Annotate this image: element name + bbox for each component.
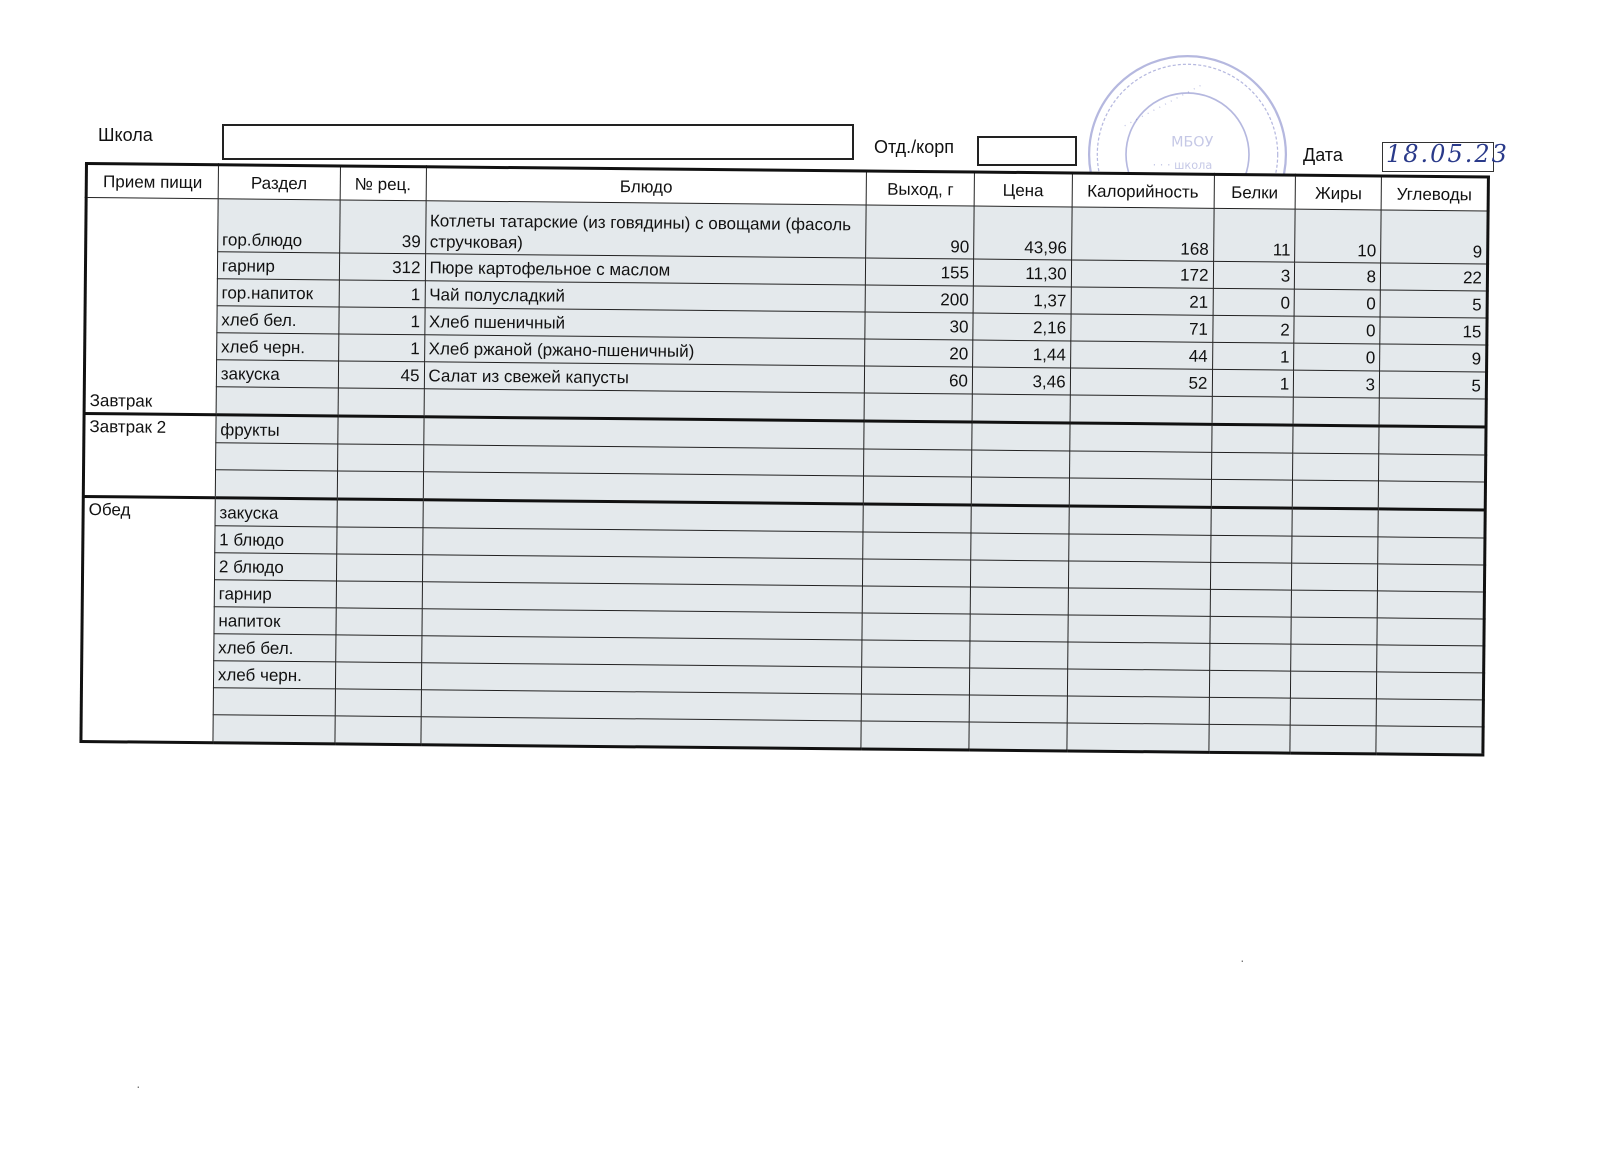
protein-cell — [1208, 724, 1290, 753]
weight-cell — [861, 694, 969, 722]
carbs-cell: 22 — [1380, 263, 1487, 291]
section-cell: гор.напиток — [217, 279, 339, 307]
dish-cell — [423, 417, 864, 449]
recipe-cell — [337, 471, 423, 500]
recipe-cell: 1 — [338, 334, 424, 362]
carbs-cell — [1377, 645, 1484, 673]
col-header: Белки — [1214, 174, 1296, 209]
svg-text:· · · · · · · · · · · · · ·: · · · · · · · · · · · · · · — [1121, 80, 1205, 133]
recipe-cell — [335, 689, 421, 717]
price-cell: 11,30 — [973, 259, 1071, 287]
recipe-cell: 1 — [339, 280, 425, 308]
price-cell: 1,37 — [973, 286, 1071, 314]
section-cell: хлеб черн. — [213, 661, 335, 689]
weight-cell — [862, 667, 970, 695]
weight-cell — [862, 613, 970, 641]
fat-cell: 0 — [1294, 343, 1380, 371]
carbs-cell — [1378, 564, 1485, 592]
carbs-cell — [1379, 426, 1486, 455]
col-header: Углеводы — [1381, 176, 1488, 211]
fat-cell: 10 — [1295, 209, 1381, 263]
weight-cell — [861, 721, 969, 750]
meal-name-cell: Обед — [81, 496, 215, 742]
fat-cell: 3 — [1294, 370, 1380, 398]
protein-cell — [1211, 452, 1293, 480]
weight-cell — [863, 532, 971, 560]
section-cell: хлеб черн. — [216, 333, 338, 361]
fat-cell — [1291, 590, 1377, 618]
carbs-cell: 9 — [1381, 210, 1488, 264]
section-cell: закуска — [215, 498, 337, 527]
recipe-cell: 312 — [339, 253, 425, 281]
carbs-cell — [1379, 398, 1486, 427]
fat-cell: 0 — [1294, 289, 1380, 317]
price-cell — [969, 722, 1067, 751]
fat-cell: 0 — [1294, 316, 1380, 344]
weight-cell: 200 — [865, 285, 973, 313]
recipe-cell — [337, 444, 423, 472]
price-cell — [970, 587, 1068, 615]
menu-table — [79, 162, 1490, 756]
meal-name-cell: Завтрак — [84, 198, 218, 415]
carbs-cell — [1376, 726, 1483, 755]
protein-cell — [1211, 424, 1293, 453]
col-header: Цена — [974, 172, 1072, 207]
dish-cell: Чай полусладкий — [425, 281, 866, 312]
protein-cell — [1211, 479, 1293, 508]
weight-cell — [864, 421, 972, 450]
carbs-cell: 9 — [1380, 344, 1487, 372]
recipe-cell: 1 — [339, 307, 425, 335]
weight-cell: 155 — [866, 258, 974, 286]
protein-cell — [1210, 589, 1292, 617]
dish-cell — [421, 663, 862, 694]
dept-label: Отд./корп — [874, 137, 954, 157]
col-header: Блюдо — [426, 167, 867, 205]
svg-text:· · · школа: · · · школа — [1152, 158, 1213, 172]
dish-cell — [421, 636, 862, 667]
price-cell — [971, 505, 1069, 534]
protein-cell — [1210, 507, 1292, 536]
fat-cell — [1292, 508, 1378, 537]
col-header: № рец. — [340, 166, 426, 201]
section-cell — [215, 443, 337, 471]
protein-cell — [1212, 396, 1294, 425]
dish-cell: Хлеб ржаной (ржано-пшеничный) — [424, 335, 865, 366]
kcal-cell: 71 — [1070, 314, 1212, 342]
weight-cell — [864, 393, 972, 422]
weight-cell — [863, 504, 971, 533]
carbs-cell: 5 — [1379, 371, 1486, 399]
scan-mark: · — [136, 1078, 141, 1094]
col-header: Прием пищи — [86, 164, 218, 199]
fat-cell — [1290, 698, 1376, 726]
price-cell — [972, 450, 1070, 478]
carbs-cell — [1378, 481, 1485, 510]
section-cell: 1 блюдо — [215, 526, 337, 554]
weight-cell: 30 — [865, 312, 973, 340]
kcal-cell — [1067, 723, 1209, 752]
recipe-cell — [336, 554, 422, 582]
fat-cell — [1292, 563, 1378, 591]
dish-cell: Хлеб пшеничный — [424, 308, 865, 339]
fat-cell — [1293, 425, 1379, 454]
section-cell — [213, 715, 335, 744]
recipe-cell: 45 — [338, 361, 424, 389]
table-body — [81, 198, 1488, 755]
price-cell: 3,46 — [972, 367, 1070, 395]
meal-name-cell: Завтрак 2 — [83, 414, 216, 498]
weight-cell — [864, 476, 972, 505]
dish-cell — [422, 582, 863, 613]
protein-cell — [1209, 697, 1291, 725]
section-cell: гарнир — [217, 252, 339, 280]
dish-cell — [421, 690, 862, 721]
recipe-cell: 39 — [339, 200, 425, 254]
protein-cell — [1209, 670, 1291, 698]
fat-cell — [1291, 671, 1377, 699]
kcal-cell — [1067, 696, 1209, 724]
kcal-cell — [1070, 395, 1212, 424]
section-cell: хлеб бел. — [217, 306, 339, 334]
kcal-cell — [1068, 615, 1210, 643]
section-cell: гарнир — [214, 580, 336, 608]
kcal-cell — [1069, 506, 1211, 535]
date-label: Дата — [1303, 145, 1343, 165]
dish-cell: Пюре картофельное с маслом — [425, 254, 866, 285]
kcal-cell: 52 — [1070, 368, 1212, 396]
recipe-cell — [335, 635, 421, 663]
price-cell — [969, 695, 1067, 723]
section-cell: хлеб бел. — [214, 634, 336, 662]
price-cell: 43,96 — [974, 206, 1072, 260]
kcal-cell — [1069, 451, 1211, 479]
price-cell — [970, 560, 1068, 588]
price-cell — [969, 668, 1067, 696]
recipe-cell — [336, 527, 422, 555]
section-cell: закуска — [216, 360, 338, 388]
carbs-cell: 15 — [1380, 317, 1487, 345]
fat-cell — [1292, 536, 1378, 564]
protein-cell: 0 — [1213, 288, 1295, 316]
kcal-cell — [1068, 561, 1210, 589]
col-header: Раздел — [218, 165, 340, 200]
school-label: Школа — [98, 125, 153, 145]
price-cell — [970, 641, 1068, 669]
recipe-cell — [335, 662, 421, 690]
kcal-cell — [1067, 642, 1209, 670]
protein-cell: 11 — [1213, 208, 1295, 262]
weight-cell: 60 — [865, 366, 973, 394]
carbs-cell — [1378, 509, 1485, 538]
carbs-cell — [1378, 537, 1485, 565]
section-cell: фрукты — [216, 415, 338, 444]
date-value[interactable]: 18.05.23 — [1386, 140, 1509, 168]
weight-cell — [863, 559, 971, 587]
price-cell — [971, 533, 1069, 561]
kcal-cell: 44 — [1070, 341, 1212, 369]
carbs-cell — [1377, 591, 1484, 619]
dish-cell — [423, 445, 864, 476]
weight-cell: 90 — [866, 205, 974, 259]
price-cell: 2,16 — [973, 313, 1071, 341]
col-header: Выход, г — [866, 171, 974, 206]
dish-cell — [422, 555, 863, 586]
weight-cell — [862, 586, 970, 614]
price-cell: 1,44 — [973, 340, 1071, 368]
dish-cell — [421, 609, 862, 640]
kcal-cell — [1069, 478, 1211, 507]
recipe-cell — [338, 388, 424, 417]
dish-cell — [423, 472, 864, 504]
protein-cell: 1 — [1212, 369, 1294, 397]
dish-cell: Котлеты татарские (из говядины) с овощами (фасоль стручковая) — [425, 201, 866, 258]
section-cell: гор.блюдо — [217, 199, 339, 253]
carbs-cell: 5 — [1380, 290, 1487, 318]
fat-cell — [1293, 397, 1379, 426]
fat-cell — [1291, 644, 1377, 672]
recipe-cell — [337, 499, 423, 528]
recipe-cell — [336, 581, 422, 609]
carbs-cell — [1376, 672, 1483, 700]
section-cell: 2 блюдо — [214, 553, 336, 581]
fat-cell — [1293, 453, 1379, 481]
weight-cell — [862, 640, 970, 668]
protein-cell — [1209, 616, 1291, 644]
fat-cell — [1293, 480, 1379, 509]
protein-cell — [1210, 562, 1292, 590]
kcal-cell: 168 — [1071, 207, 1213, 261]
price-cell — [972, 422, 1070, 451]
fat-cell — [1290, 725, 1376, 754]
price-cell — [972, 394, 1070, 423]
recipe-cell — [337, 416, 423, 445]
protein-cell: 1 — [1212, 342, 1294, 370]
dept-field[interactable] — [977, 136, 1077, 166]
dish-cell — [422, 528, 863, 559]
dish-cell — [420, 717, 861, 749]
section-cell — [215, 470, 337, 499]
protein-cell — [1209, 643, 1291, 671]
section-cell — [216, 387, 338, 416]
carbs-cell — [1379, 454, 1486, 482]
weight-cell — [864, 449, 972, 477]
protein-cell — [1210, 535, 1292, 563]
school-field[interactable] — [222, 124, 854, 160]
section-cell — [213, 688, 335, 716]
section-cell: напиток — [214, 607, 336, 635]
dish-cell: Салат из свежей капусты — [424, 362, 865, 393]
kcal-cell: 172 — [1071, 260, 1213, 288]
price-cell — [970, 614, 1068, 642]
svg-text:МБОУ: МБОУ — [1171, 134, 1214, 151]
scan-mark: · — [1240, 952, 1245, 968]
recipe-cell — [335, 716, 421, 745]
kcal-cell — [1069, 423, 1211, 452]
fat-cell: 8 — [1295, 262, 1381, 290]
kcal-cell — [1067, 669, 1209, 697]
protein-cell: 2 — [1212, 315, 1294, 343]
col-header: Калорийность — [1072, 173, 1214, 208]
dish-cell — [423, 500, 864, 532]
dish-cell — [424, 389, 865, 421]
kcal-cell — [1068, 588, 1210, 616]
kcal-cell — [1068, 534, 1210, 562]
fat-cell — [1291, 617, 1377, 645]
kcal-cell: 21 — [1071, 287, 1213, 315]
recipe-cell — [336, 608, 422, 636]
col-header: Жиры — [1295, 175, 1381, 210]
price-cell — [971, 477, 1069, 506]
carbs-cell — [1377, 618, 1484, 646]
weight-cell: 20 — [865, 339, 973, 367]
carbs-cell — [1376, 699, 1483, 727]
protein-cell: 3 — [1213, 261, 1295, 289]
